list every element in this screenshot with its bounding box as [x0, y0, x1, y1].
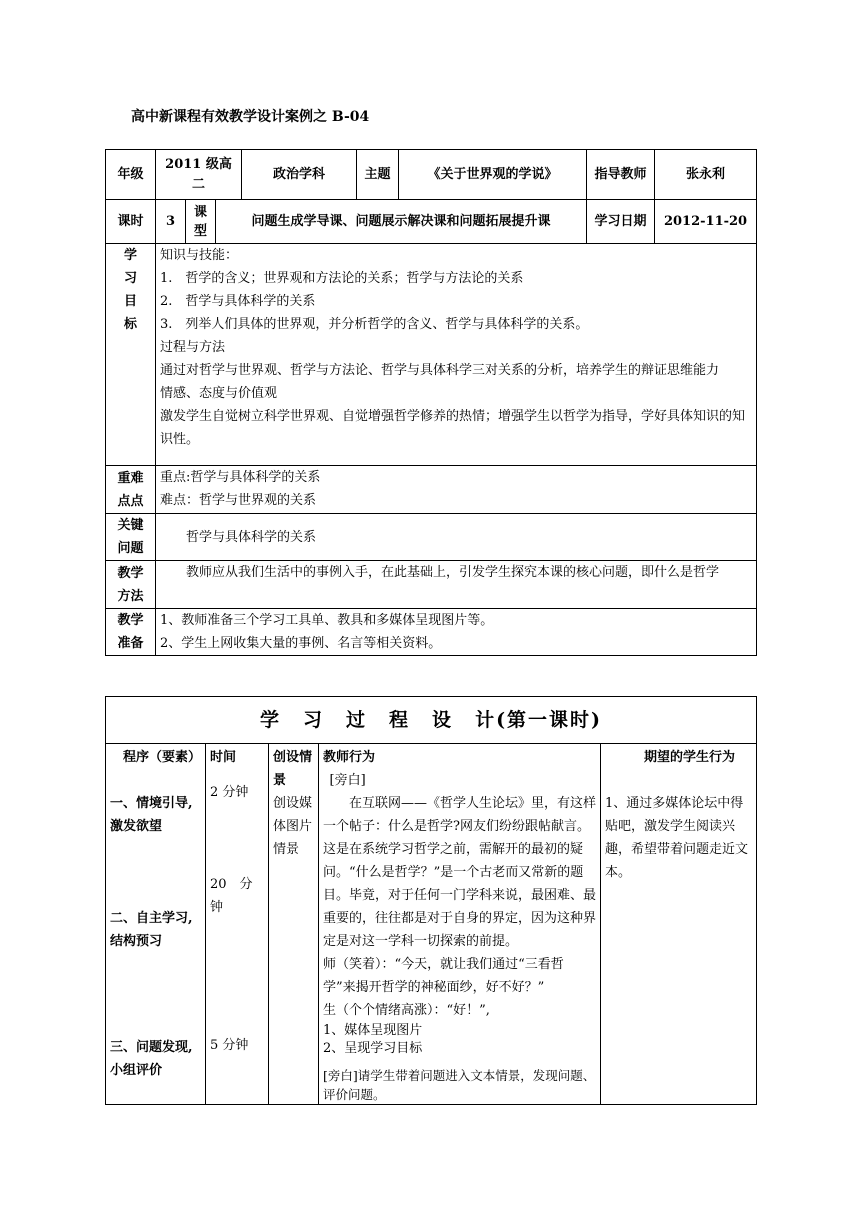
time-1: 2 分钟 — [210, 785, 249, 800]
time-2: 20 分钟 — [210, 877, 253, 915]
step-2: 二、自主学习,结构预习 — [110, 911, 193, 949]
period-value: 3 — [156, 200, 186, 244]
subject-value: 政治学科 — [242, 150, 357, 200]
key-points-content: 重点:哲学与具体科学的关系 难点：哲学与世界观的关系 — [156, 466, 757, 514]
key-question-content: 哲学与具体科学的关系 — [156, 514, 757, 561]
grade-value: 2011 级高二 — [156, 150, 242, 200]
type-label: 课型 — [186, 200, 216, 244]
step-1: 一、情境引导,激发欲望 — [110, 796, 193, 834]
key-question-label: 关键 问题 — [106, 514, 156, 561]
student-column: 期望的学生行为 1、通过多媒体论坛中得贴吧，激发学生阅读兴趣，希望带着问题走近文本。 — [601, 744, 757, 1105]
document-title: 高中新课程有效教学设计案例之 B-04 — [131, 109, 370, 125]
student-text: 1、通过多媒体论坛中得贴吧，激发学生阅读兴趣，希望带着问题走近文本。 — [605, 796, 749, 880]
method-label: 教学 方法 — [106, 561, 156, 609]
scene-column: 创设情景 创设媒体图片情景 — [269, 744, 319, 1105]
lesson-info-table — [105, 149, 757, 656]
goals-content: 知识与技能： 1. 哲学的含义；世界观和方法论的关系；哲学与方法论的关系 2. 哲学与具体科学的关系 3. 列举人们具体的世界观，并分析哲学的含义、哲学与具体科学的关系。 过程与方法 通过对哲学与世界观、哲学与方法论、哲学与具体科学三对关系的分析，培养学生的辩证思维能力 情感、态度与价值观 激发学生自觉树立科学世界观、自觉增强哲学修养的热情；增强学生以哲学为指导，学好具体知识的知识性。 — [156, 244, 757, 466]
topic-label: 主题 — [357, 150, 399, 200]
date-label: 学习日期 — [587, 200, 655, 244]
topic-value: 《关于世界观的学说》 — [399, 150, 587, 200]
scene-text: 创设媒体图片情景 — [273, 796, 313, 857]
program-column: 程序（要素） 一、情境引导,激发欲望 二、自主学习,结构预习 三、问题发现,小组评价 — [106, 744, 206, 1105]
prep-content: 1、教师准备三个学习工具单、教具和多媒体呈现图片等。 2、学生上网收集大量的事例、名言等相关资料。 — [156, 609, 757, 656]
key-points-label: 重难 点点 — [106, 466, 156, 514]
type-value: 问题生成学导课、问题展示解决课和问题拓展提升课 — [216, 200, 587, 244]
goals-label: 学 习 目 标 — [106, 244, 156, 466]
teacher-value: 张永利 — [655, 150, 757, 200]
process-title: 学 习 过 程 设 计(第一课时) — [106, 697, 757, 744]
method-content: 教师应从我们生活中的事例入手，在此基础上，引发学生探究本课的核心问题，即什么是哲学 — [156, 561, 757, 609]
date-value: 2012-11-20 — [655, 200, 757, 244]
teacher-label: 指导教师 — [587, 150, 655, 200]
teacher-column: 教师行为 [旁白] 在互联网——《哲学人生论坛》里，有这样一个帖子：什么是哲学?网友们纷纷跟帖献言。这是在系统学习哲学之前，需解开的最初的疑问。“什么是哲学？”是一个古老而又常新的题目。毕竟，对于任何一门学科来说，最困难、最重要的，往往都是对于自身的界定，因为这种界定是对这一学科一切探索的前提。 师（笑着）：“今天，就让我们通过“三看哲学”来揭开哲学的神秘面纱，好不好？” 生（个个情绪高涨）：“好！”, 1、媒体呈现图片 2、呈现学习目标 [旁白]请学生带着问题进入文本情景，发现问题、评价问题。 — [319, 744, 601, 1105]
time-3: 5 分钟 — [210, 1038, 249, 1053]
prep-label: 教学 准备 — [106, 609, 156, 656]
grade-label: 年级 — [106, 150, 156, 200]
step-3: 三、问题发现,小组评价 — [110, 1040, 193, 1078]
process-table — [105, 696, 757, 1105]
time-column: 时间 2 分钟 20 分钟 5 分钟 — [206, 744, 269, 1105]
period-label: 课时 — [106, 200, 156, 244]
